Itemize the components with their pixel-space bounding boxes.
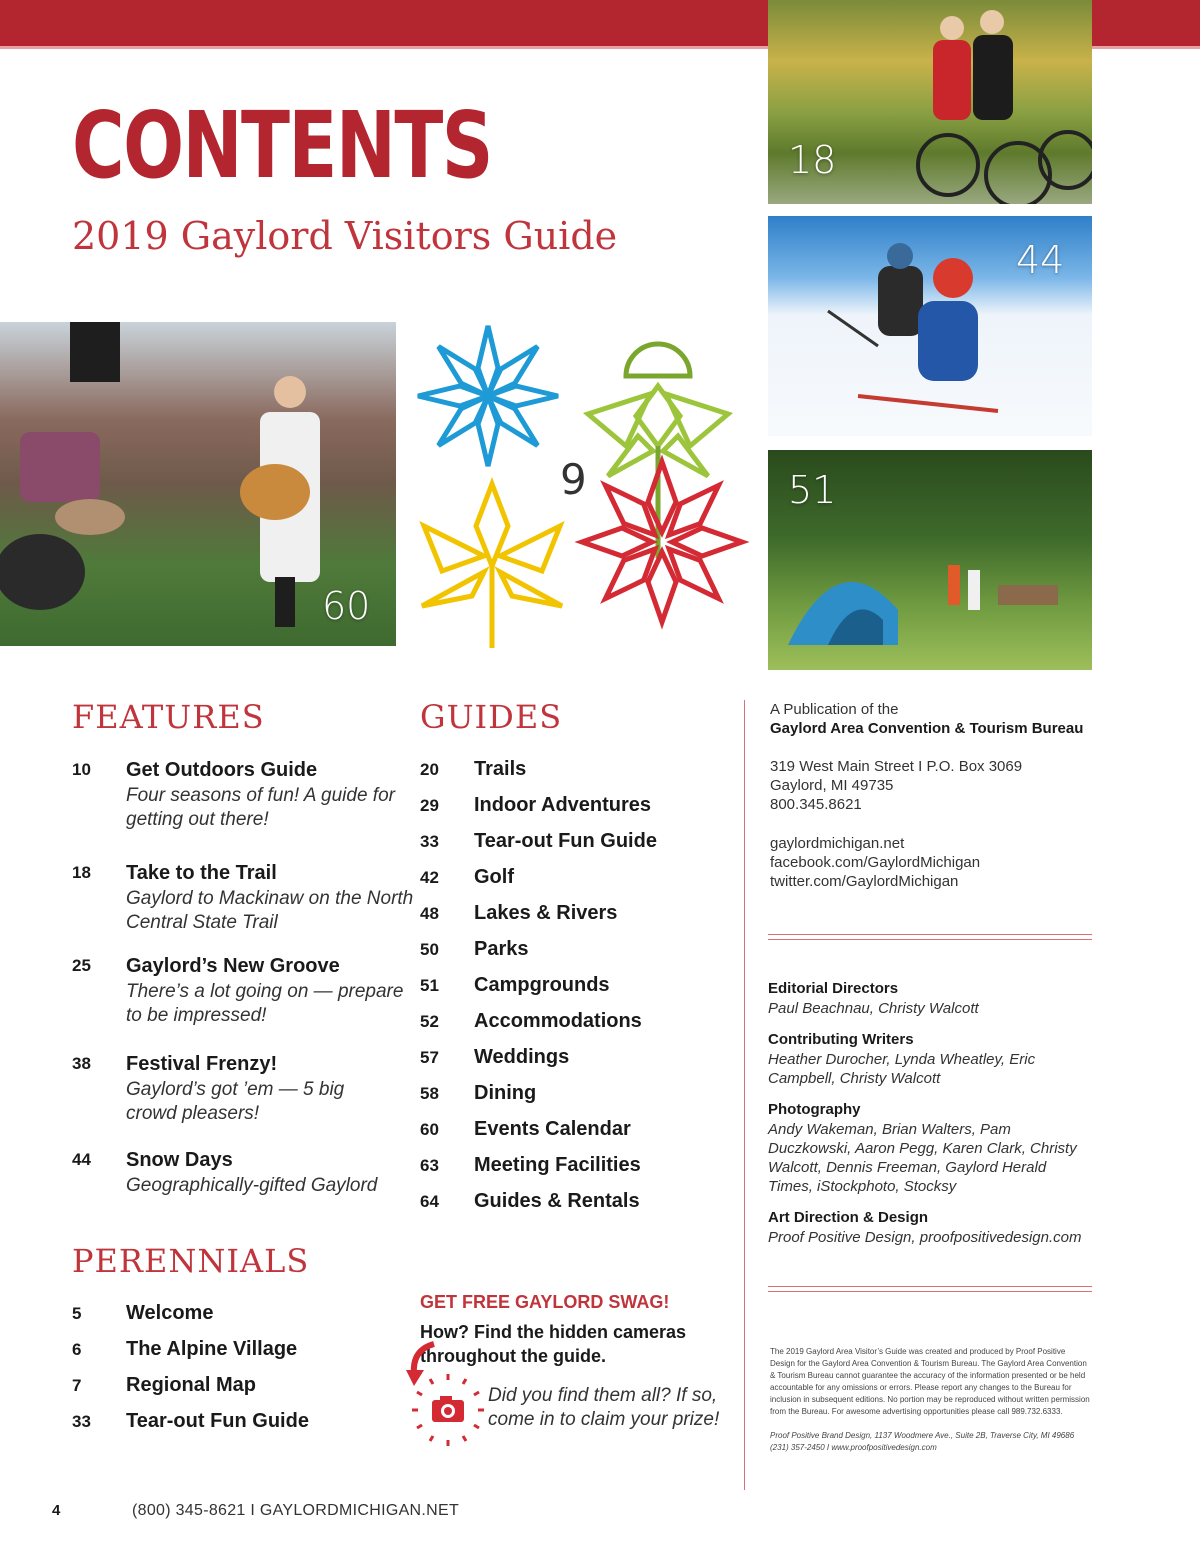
guide-item[interactable]: [420, 1154, 730, 1178]
perennial-page-number: 5: [72, 1304, 82, 1323]
guide-page-number: 57: [420, 1048, 439, 1067]
page-subtitle: 2019 Gaylord Visitors Guide: [72, 214, 618, 258]
phone-number: 800.345.8621: [770, 796, 862, 813]
guide-page-number: 29: [420, 796, 439, 815]
swag-instructions: How? Find the hidden cameras throughout the guide.: [420, 1322, 687, 1366]
guide-title: Weddings: [474, 1046, 570, 1068]
feature-page-number: 25: [72, 956, 91, 975]
address-line-2: Gaylord, MI 49735: [770, 777, 894, 794]
guide-item[interactable]: [420, 866, 730, 890]
guide-item[interactable]: [420, 1082, 730, 1106]
perennial-title: Welcome: [126, 1302, 214, 1324]
guide-title: Parks: [474, 938, 529, 960]
perennial-page-number: 7: [72, 1376, 82, 1395]
guide-title: Lakes & Rivers: [474, 902, 618, 924]
features-heading: FEATURES: [72, 698, 265, 736]
feature-description: Four seasons of fun! A guide for getting out there!: [126, 785, 395, 830]
guide-page-number: 63: [420, 1156, 439, 1175]
page-title: CONTENTS: [72, 92, 492, 199]
guide-item[interactable]: [420, 830, 730, 854]
column-divider: [744, 700, 745, 1490]
guide-item[interactable]: [420, 758, 730, 782]
divider-rule: [768, 1286, 1092, 1292]
swag-heading: GET FREE GAYLORD SWAG!: [420, 1292, 670, 1312]
perennial-title: The Alpine Village: [126, 1338, 298, 1360]
guide-page-number: 20: [420, 760, 439, 779]
feature-title: Festival Frenzy!: [126, 1053, 278, 1075]
feature-page-number: 38: [72, 1054, 91, 1073]
feature-description: Geographically-gifted Gaylord: [126, 1175, 378, 1196]
guide-item[interactable]: [420, 1190, 730, 1214]
perennial-page-number: 6: [72, 1340, 82, 1359]
feature-page-number: 10: [72, 760, 91, 779]
perennials-heading: PERENNIALS: [72, 1242, 310, 1280]
feature-title: Snow Days: [126, 1149, 233, 1171]
address-line-1: 319 West Main Street I P.O. Box 3069: [770, 758, 1023, 775]
guide-title: Golf: [474, 866, 514, 888]
guide-page-number: 33: [420, 832, 439, 851]
feature-title: Get Outdoors Guide: [126, 759, 318, 781]
yellow-leaf-icon: [422, 484, 562, 648]
credit-names: Heather Durocher, Lynda Wheatley, Eric Campbell, Christy Walcott: [768, 1051, 1036, 1087]
red-snowflake-icon: [582, 462, 742, 622]
perennial-item[interactable]: [72, 1374, 392, 1398]
credit-heading: Photography: [768, 1101, 861, 1118]
feature-item[interactable]: [72, 956, 402, 1036]
guide-title: Tear-out Fun Guide: [474, 830, 657, 852]
cyclists-photo[interactable]: [768, 0, 1092, 204]
feature-page-number: 18: [72, 863, 91, 882]
blue-snowflake-icon: [418, 326, 558, 466]
perennial-item[interactable]: [72, 1338, 392, 1362]
credit-heading: Contributing Writers: [768, 1031, 914, 1048]
guide-item[interactable]: [420, 794, 730, 818]
feature-item[interactable]: [72, 862, 414, 943]
feature-description: There’s a lot going on — prepare to be impressed!: [126, 981, 404, 1026]
guide-title: Meeting Facilities: [474, 1154, 641, 1176]
guide-item[interactable]: [420, 902, 730, 926]
facebook-link[interactable]: facebook.com/GaylordMichigan: [770, 854, 981, 871]
guide-item[interactable]: [420, 1010, 730, 1034]
guide-title: Guides & Rentals: [474, 1190, 640, 1212]
credit-names: Proof Positive Design, proofpositivedesign.com: [768, 1229, 1082, 1246]
perennial-title: Regional Map: [126, 1374, 257, 1396]
perennial-item[interactable]: [72, 1410, 392, 1434]
credit-names: Paul Beachnau, Christy Walcott: [768, 1000, 979, 1017]
guide-title: Events Calendar: [474, 1118, 631, 1140]
credit-heading: Editorial Directors: [768, 980, 899, 997]
publication-intro: A Publication of the: [770, 701, 899, 718]
footer-contact: (800) 345-8621 I GAYLORDMICHIGAN.NET: [132, 1502, 460, 1519]
hidden-camera-icon: [404, 1340, 484, 1450]
feature-page-number: 44: [72, 1150, 91, 1169]
guide-title: Trails: [474, 758, 527, 780]
guide-title: Campgrounds: [474, 974, 610, 996]
website-link[interactable]: gaylordmichigan.net: [770, 835, 905, 852]
guide-item[interactable]: [420, 974, 730, 998]
guide-item[interactable]: [420, 938, 730, 962]
feature-title: Gaylord’s New Groove: [126, 955, 340, 977]
guide-page-number: 42: [420, 868, 439, 887]
photo-page-number: 51: [788, 468, 837, 512]
credit-heading: Art Direction & Design: [768, 1209, 929, 1226]
disclaimer-text: The 2019 Gaylord Area Visitor’s Guide was created and produced by Proof Positive Design for the Gaylord Area Convention & Tourism Bureau. The Gaylord Area Convention & Tourism Bureau cannot guarantee the accuracy of the information presented or be held accountable for any omissions or errors. Please report any changes to the Bureau for inclusion in subsequent editions. No portion may be reproduced without written permission from the Bureau. For awesome advertising opportunities please call 989.732.6333.: [770, 1347, 1090, 1416]
photo-page-number: 60: [322, 584, 371, 628]
guide-page-number: 50: [420, 940, 439, 959]
guide-page-number: 60: [420, 1120, 439, 1139]
divider-rule: [768, 934, 1092, 940]
feature-item[interactable]: [72, 1150, 402, 1206]
publication-org: [770, 719, 1083, 738]
perennial-page-number: 33: [72, 1412, 91, 1431]
perennial-title: Tear-out Fun Guide: [126, 1410, 309, 1432]
feature-item[interactable]: [72, 760, 402, 840]
org-name: Gaylord Area Convention & Tourism Bureau: [770, 720, 1084, 737]
skiers-photo[interactable]: [768, 216, 1092, 436]
swag-prompt: Did you find them all? If so, come in to claim your prize!: [488, 1385, 720, 1430]
guide-title: Indoor Adventures: [474, 794, 652, 816]
credit-names: Andy Wakeman, Brian Walters, Pam Duczkowski, Aaron Pegg, Karen Clark, Christy Walcott, Dennis Freeman, Gaylord Herald Times, iStockphoto, Stocksy: [768, 1121, 1077, 1195]
campground-photo[interactable]: [768, 450, 1092, 670]
guide-page-number: 52: [420, 1012, 439, 1031]
guide-title: Dining: [474, 1082, 537, 1104]
guide-page-number: 51: [420, 976, 439, 995]
guide-page-number: 58: [420, 1084, 439, 1103]
live-band-photo[interactable]: [0, 322, 396, 646]
guides-heading: GUIDES: [420, 698, 563, 736]
designer-credit: Proof Positive Brand Design, 1137 Woodmere Ave., Suite 2B, Traverse City, MI 49686 (231) 357-2450 I www.proofpositivedesign.com: [770, 1431, 1075, 1452]
guide-item[interactable]: [420, 1118, 730, 1142]
snowflake-page-number: 9: [560, 455, 587, 504]
guide-page-number: 48: [420, 904, 439, 923]
page-number: 4: [52, 1502, 61, 1519]
photo-page-number: 44: [1016, 238, 1065, 282]
feature-description: Gaylord’s got ’em — 5 big crowd pleasers!: [126, 1079, 345, 1124]
perennial-item[interactable]: [72, 1302, 392, 1326]
guide-title: Accommodations: [474, 1010, 642, 1032]
feature-item[interactable]: [72, 1054, 402, 1134]
photo-page-number: 18: [788, 138, 837, 182]
guide-item[interactable]: [420, 1046, 730, 1070]
guide-page-number: 64: [420, 1192, 439, 1211]
twitter-link[interactable]: twitter.com/GaylordMichigan: [770, 873, 959, 890]
feature-description: Gaylord to Mackinaw on the North Central State Trail: [126, 888, 414, 933]
feature-title: Take to the Trail: [126, 862, 277, 884]
